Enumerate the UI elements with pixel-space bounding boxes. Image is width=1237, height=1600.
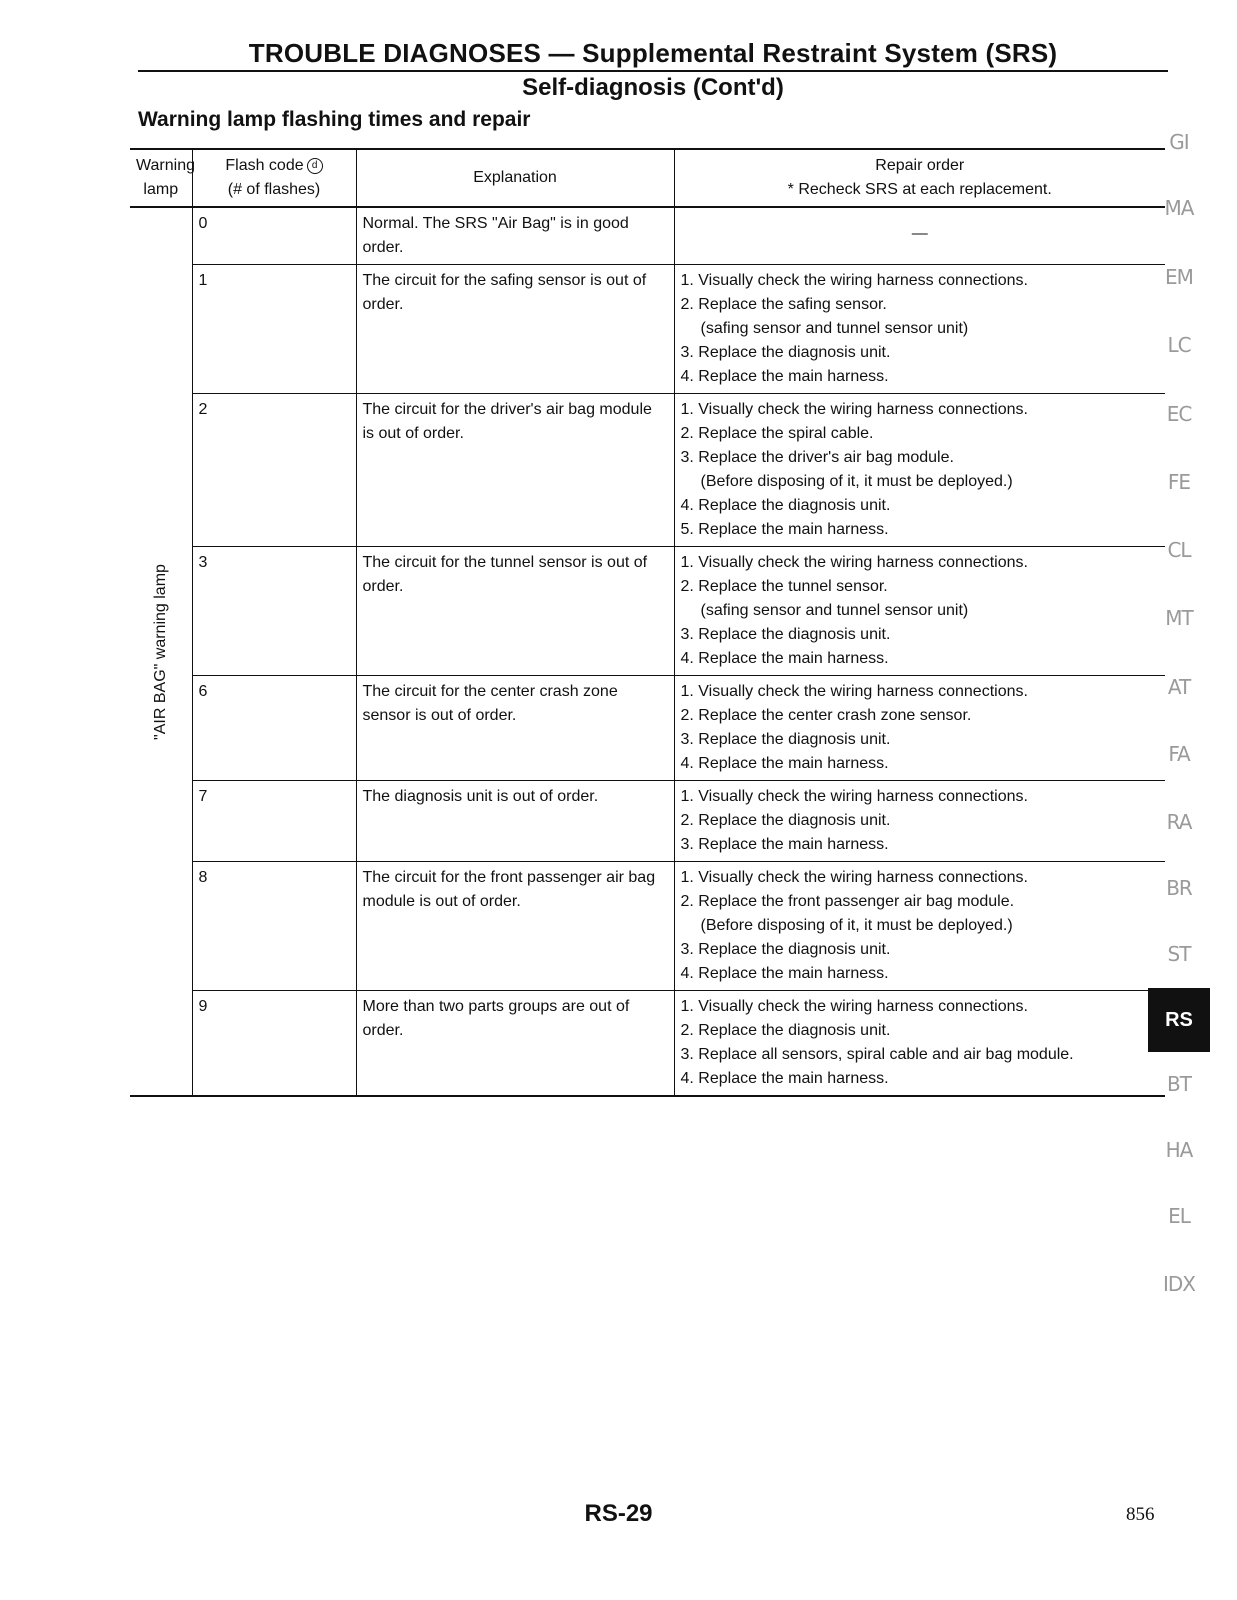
header-rule: [138, 70, 1168, 72]
header-flash-code: [192, 149, 356, 207]
page-label: RS-29: [584, 1500, 653, 1527]
repair-step: 2. Replace the center crash zone sensor.: [680, 707, 972, 724]
table-row: [130, 676, 1165, 781]
header-warning-lamp-line1: Warning: [136, 157, 195, 174]
flash-code-cell: 2: [192, 394, 356, 547]
flash-code-cell: 0: [192, 207, 356, 265]
repair-step: 3. Replace the diagnosis unit.: [680, 941, 891, 958]
repair-step: 4. Replace the main harness.: [680, 965, 889, 982]
header-repair-order-line2: * Recheck SRS at each replacement.: [787, 181, 1052, 198]
index-tab-mt: MT: [1165, 606, 1193, 630]
index-tab-el: EL: [1168, 1204, 1190, 1228]
table-row: [130, 781, 1165, 862]
index-tab-at: AT: [1167, 675, 1191, 699]
repair-step: 2. Replace the front passenger air bag module.: [680, 893, 1015, 910]
repair-step: 2. Replace the spiral cable.: [680, 425, 874, 442]
repair-steps-list: [681, 398, 1160, 542]
page-number: 856: [1126, 1504, 1155, 1525]
index-tab-br: BR: [1166, 876, 1192, 900]
section-title: Warning lamp flashing times and repair: [138, 108, 531, 131]
repair-steps-list: [681, 680, 1160, 776]
repair-step: 1. Visually check the wiring harness connections.: [680, 788, 1028, 805]
flash-code-cell: 9: [192, 991, 356, 1097]
index-tab-st: ST: [1167, 942, 1191, 966]
flash-code-symbol-icon: d: [307, 158, 323, 174]
repair-step: 4. Replace the main harness.: [680, 650, 889, 667]
table-row: [130, 207, 1165, 265]
repair-step: 3. Replace the main harness.: [680, 836, 889, 853]
repair-step: 2. Replace the tunnel sensor.: [680, 578, 888, 595]
repair-step: 1. Visually check the wiring harness connections.: [680, 272, 1028, 289]
index-tab-ha: HA: [1165, 1138, 1193, 1162]
explanation-cell: The circuit for the front passenger air bag module is out of order.: [356, 862, 674, 991]
header-repair-order-line1: Repair order: [875, 157, 965, 174]
repair-order-cell: [674, 862, 1165, 991]
flash-code-cell: 8: [192, 862, 356, 991]
diagnosis-table-container: [130, 148, 1165, 1097]
page-subtitle: Self-diagnosis (Cont'd): [522, 74, 784, 101]
repair-order-cell: [674, 265, 1165, 394]
table-row: [130, 547, 1165, 676]
table-row: [130, 394, 1165, 547]
explanation-cell: Normal. The SRS "Air Bag" is in good order.: [356, 207, 674, 265]
repair-step: 3. Replace the driver's air bag module.: [680, 449, 954, 466]
repair-step: 4. Replace the main harness.: [680, 1070, 889, 1087]
index-tab-gi: GI: [1169, 130, 1189, 154]
warning-lamp-label: "AIR BAG" warning lamp: [151, 563, 169, 740]
repair-step: (safing sensor and tunnel sensor unit): [700, 602, 969, 619]
repair-step: 1. Visually check the wiring harness connections.: [680, 554, 1028, 571]
explanation-cell: The circuit for the driver's air bag module is out of order.: [356, 394, 674, 547]
repair-step: 1. Visually check the wiring harness connections.: [680, 683, 1028, 700]
header-explanation: Explanation: [356, 149, 674, 207]
repair-step: 1. Visually check the wiring harness connections.: [680, 401, 1028, 418]
explanation-cell: More than two parts groups are out of order.: [356, 991, 674, 1097]
repair-step: 4. Replace the main harness.: [680, 755, 889, 772]
repair-step: 1. Visually check the wiring harness connections.: [680, 998, 1028, 1015]
index-tab-ec: EC: [1166, 402, 1192, 426]
repair-step: 5. Replace the main harness.: [680, 521, 889, 538]
repair-steps-list: [681, 866, 1160, 986]
repair-step: 1. Visually check the wiring harness connections.: [680, 869, 1028, 886]
index-tab-em: EM: [1165, 265, 1193, 289]
repair-step: 4. Replace the diagnosis unit.: [680, 497, 891, 514]
warning-lamp-cell: [130, 207, 192, 1096]
repair-order-cell: [674, 991, 1165, 1097]
repair-step: (safing sensor and tunnel sensor unit): [700, 320, 969, 337]
page-title: TROUBLE DIAGNOSES — Supplemental Restraint System (SRS): [248, 38, 1058, 68]
repair-steps-list: [681, 269, 1160, 389]
header-flash-code-line2: (# of flashes): [227, 181, 321, 198]
index-tab-idx: IDX: [1163, 1272, 1195, 1296]
repair-step: 3. Replace the diagnosis unit.: [680, 344, 891, 361]
repair-step: (Before disposing of it, it must be deployed.): [700, 473, 1013, 490]
table-header-row: [130, 149, 1165, 207]
repair-steps-list: [681, 995, 1160, 1091]
explanation-cell: The circuit for the center crash zone sensor is out of order.: [356, 676, 674, 781]
table-row: [130, 862, 1165, 991]
header-warning-lamp-line2: lamp: [143, 181, 179, 198]
repair-order-cell: [674, 547, 1165, 676]
repair-order-cell: [674, 207, 1165, 265]
index-tab-bt: BT: [1167, 1072, 1191, 1096]
index-tab-cl: CL: [1167, 538, 1191, 562]
repair-steps-list: [681, 785, 1160, 857]
repair-step: 2. Replace the diagnosis unit.: [680, 1022, 891, 1039]
repair-step: 3. Replace all sensors, spiral cable and air bag module.: [680, 1046, 1074, 1063]
repair-step: (Before disposing of it, it must be deployed.): [700, 917, 1013, 934]
repair-step: 3. Replace the diagnosis unit.: [680, 626, 891, 643]
repair-step: 2. Replace the diagnosis unit.: [680, 812, 891, 829]
table-row: [130, 991, 1165, 1097]
header-repair-order: [674, 149, 1165, 207]
index-tab-ra: RA: [1166, 810, 1192, 834]
repair-order-cell: [674, 676, 1165, 781]
flash-code-cell: 7: [192, 781, 356, 862]
explanation-cell: The diagnosis unit is out of order.: [356, 781, 674, 862]
index-tab-fa: FA: [1168, 742, 1190, 766]
repair-order-cell: [674, 781, 1165, 862]
table-row: [130, 265, 1165, 394]
index-tab-lc: LC: [1167, 333, 1191, 357]
flash-code-cell: 6: [192, 676, 356, 781]
diagnosis-table: [130, 148, 1165, 1097]
header-warning-lamp: [130, 149, 195, 207]
explanation-cell: The circuit for the safing sensor is out of order.: [356, 265, 674, 394]
flash-code-cell: 3: [192, 547, 356, 676]
repair-step: 2. Replace the safing sensor.: [680, 296, 887, 313]
explanation-cell: The circuit for the tunnel sensor is out of order.: [356, 547, 674, 676]
flash-code-cell: 1: [192, 265, 356, 394]
repair-step: 3. Replace the diagnosis unit.: [680, 731, 891, 748]
header-flash-code-line1: Flash code: [225, 157, 304, 174]
repair-step: 4. Replace the main harness.: [680, 368, 889, 385]
index-tab-fe: FE: [1167, 470, 1191, 494]
index-tab-rs: RS: [1148, 988, 1210, 1052]
index-tab-ma: MA: [1164, 196, 1194, 220]
repair-none: —: [911, 225, 928, 242]
repair-order-cell: [674, 394, 1165, 547]
repair-steps-list: [681, 551, 1160, 671]
